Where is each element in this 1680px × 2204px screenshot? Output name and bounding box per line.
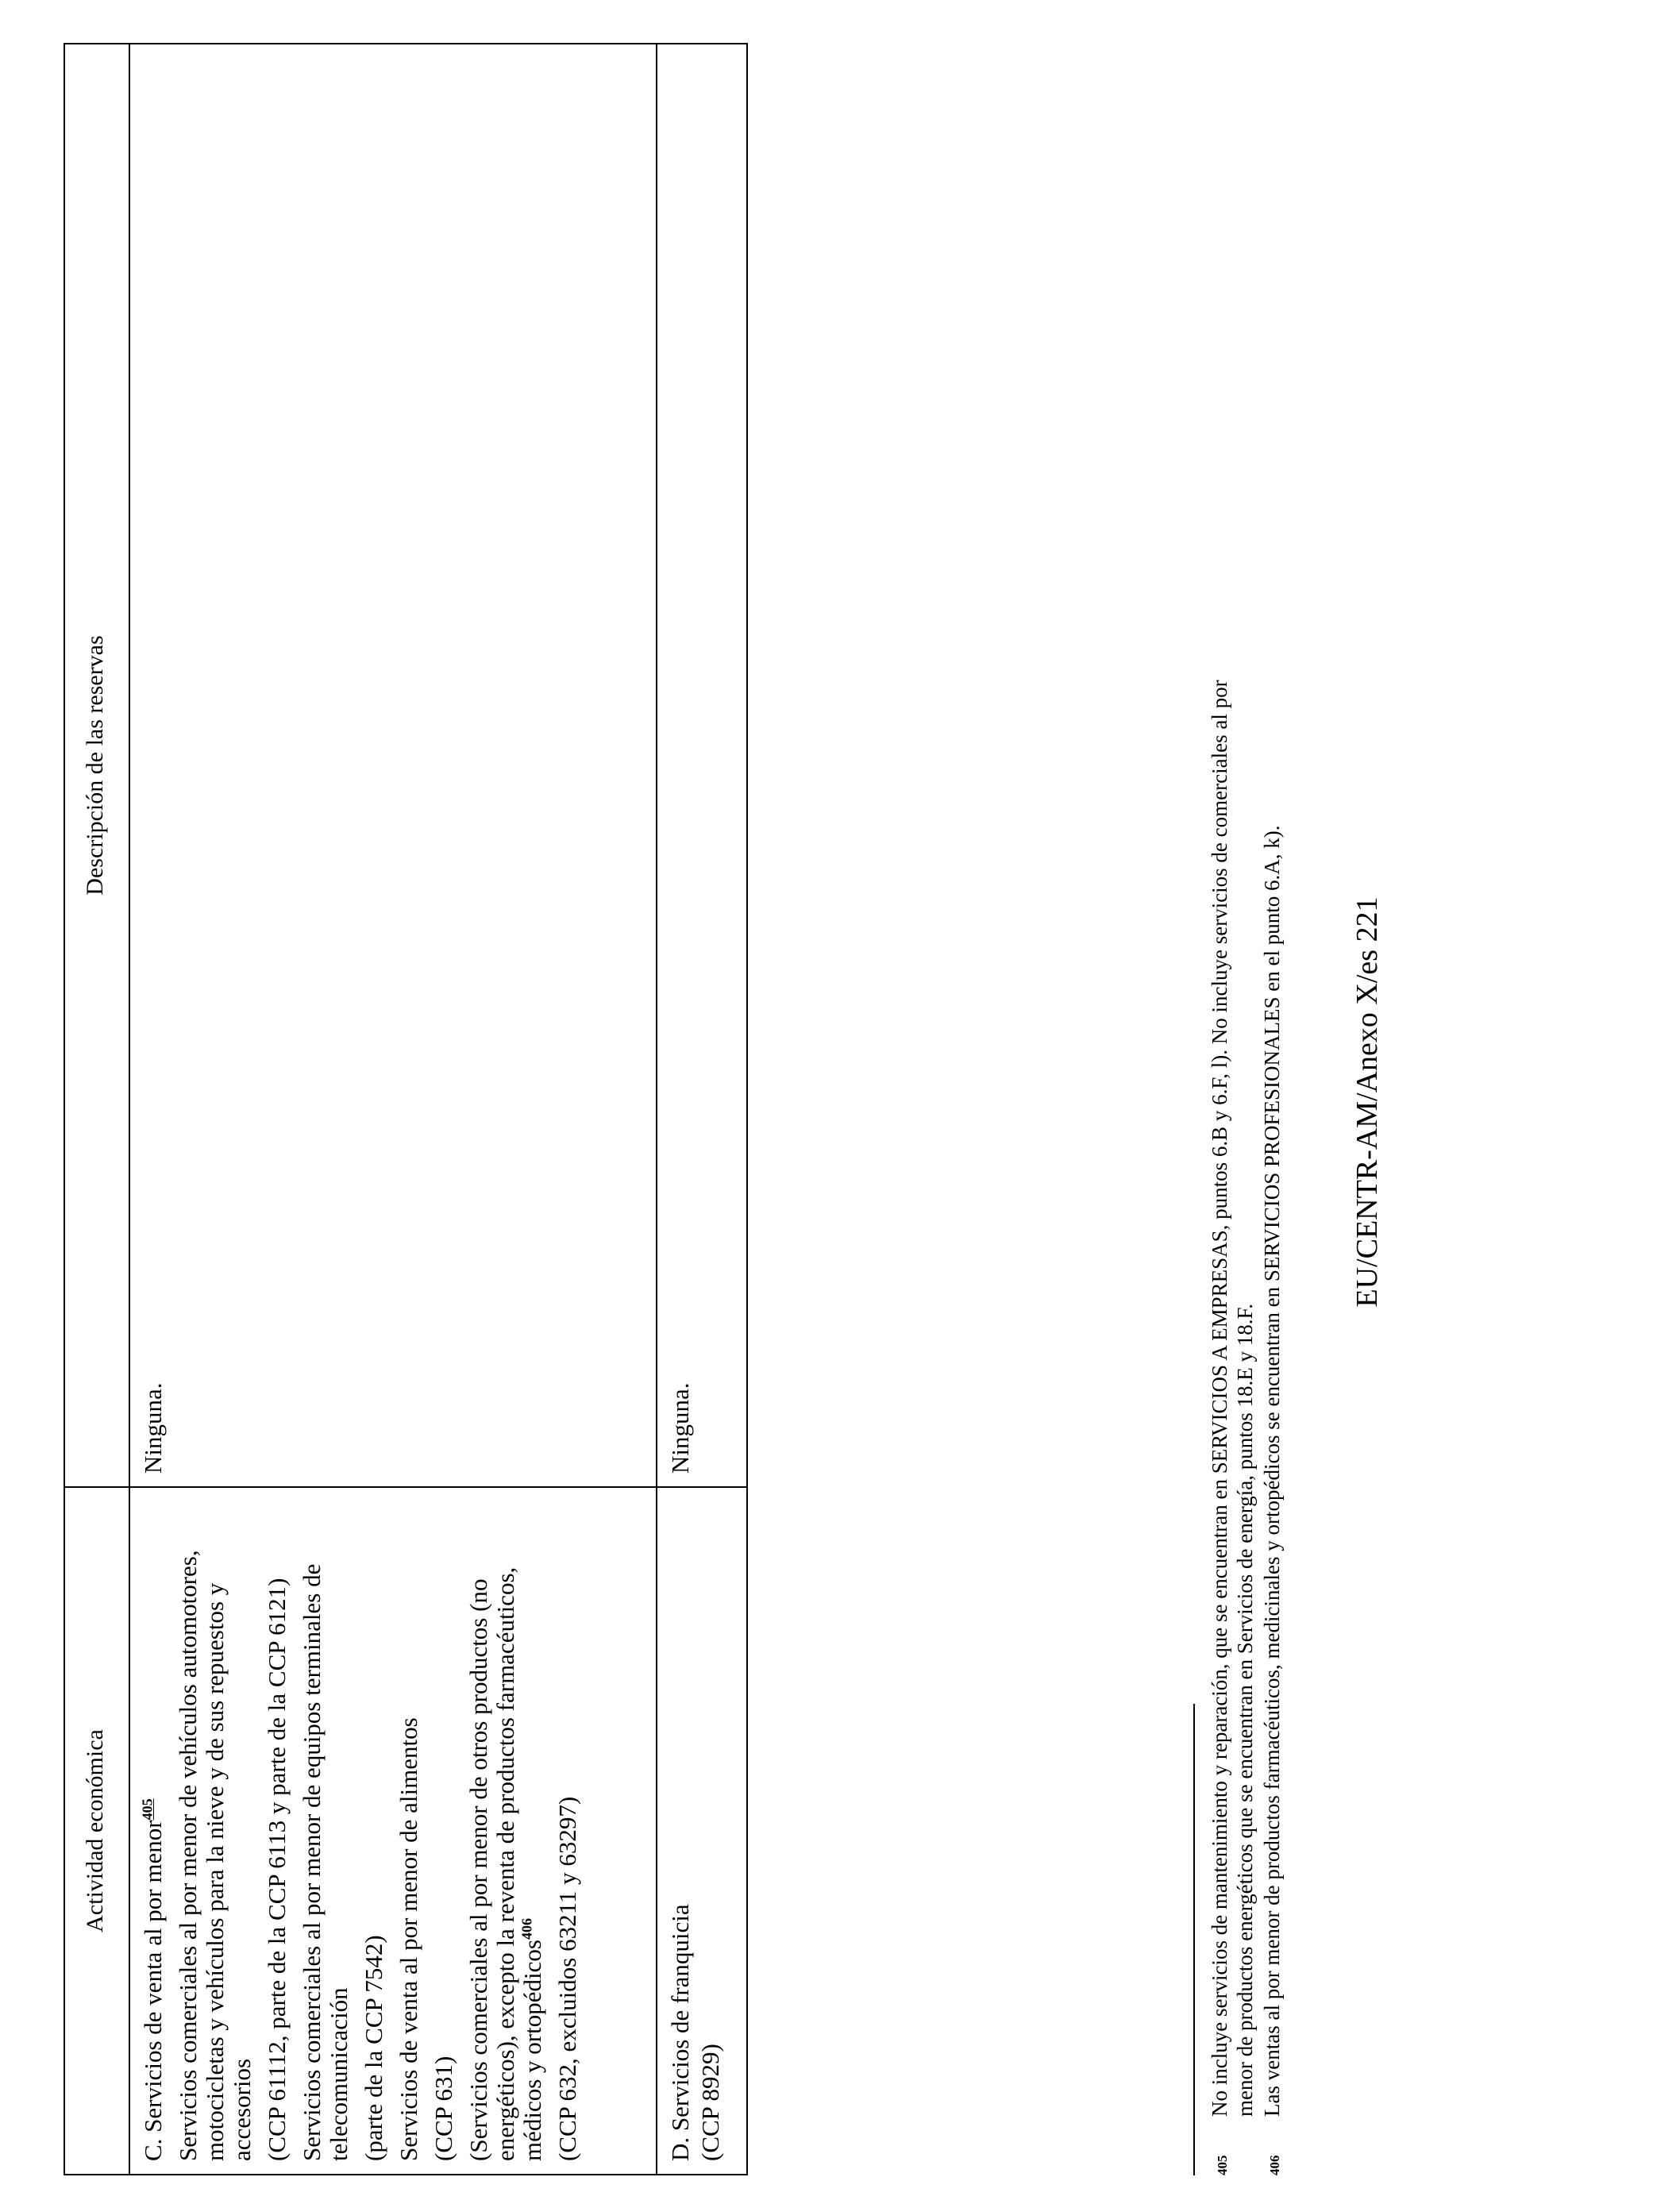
row-c-item-8: (CCP 632, excluidos 63211 y 63297) <box>553 1796 581 2161</box>
row-c-item-1: Servicios comerciales al por menor de vehículos automotores, motocicletas y vehículos para la nieve y de sus repuestos y accesorios <box>174 1550 256 2161</box>
row-d-item-1: (CCP 8929) <box>696 2044 724 2161</box>
footnote-text: Las ventas al por menor de productos farmacéuticos, medicinales y ortopédicos se encuentran en SERVICIOS PROFESIONALES en el punto 6.A, k). <box>1260 825 1284 2117</box>
row-c-item-3: Servicios comerciales al por menor de equipos terminales de telecomunicación <box>298 1563 353 2161</box>
row-c-item-2: (CCP 61112, parte de la CCP 6113 y parte de la CCP 6121) <box>263 1578 291 2161</box>
row-c-item-4: (parte de la CCP 7542) <box>360 1935 387 2161</box>
row-c-title: C. Servicios de venta al por menor$^{405}$ <box>139 1798 167 2161</box>
reservations-table <box>64 43 748 2175</box>
footnote-number: 405 <box>1215 2155 1230 2175</box>
row-c-description: Ninguna. <box>139 1382 167 1474</box>
row-d-activity <box>667 1526 732 2161</box>
footnote-text: No incluye servicios de mantenimiento y reparación, que se encuentran en SERVICIOS A EMPRESAS, puntos 6.B y 6.F, l). No incluye servicios de comerciales al por menor de productos energéticos que se encuentran en Servicios de energía, puntos 18.E y 18.F. <box>1208 680 1257 2117</box>
row-c-item-6: (CCP 631) <box>430 2056 457 2161</box>
row-d-description: Ninguna. <box>666 1382 694 1474</box>
page-footer: EU/CENTR-AM/Anexo X/es 221 <box>1351 896 1384 1308</box>
row-c-item-5: Servicios de venta al por menor de alimentos <box>395 1717 422 2161</box>
row-c-item-7: (Servicios comerciales al por menor de otros productos (no energéticos), excepto la reventa de productos farmacéuticos, médicos y ortopédicos$^{406}$ <box>464 1566 546 2161</box>
row-c-activity <box>140 1526 589 2161</box>
header-descripcion: Descripción de las reservas <box>82 635 108 896</box>
row-d-title: D. Servicios de franquicia <box>666 1904 694 2161</box>
footnote-ref-405[interactable]: 405 <box>139 1798 156 1821</box>
header-actividad: Actividad económica <box>82 1729 108 1932</box>
footnote-number: 406 <box>1267 2155 1282 2175</box>
footnote-rule <box>1193 1704 1195 2175</box>
footnote-ref-406[interactable]: 406 <box>518 1918 535 1940</box>
